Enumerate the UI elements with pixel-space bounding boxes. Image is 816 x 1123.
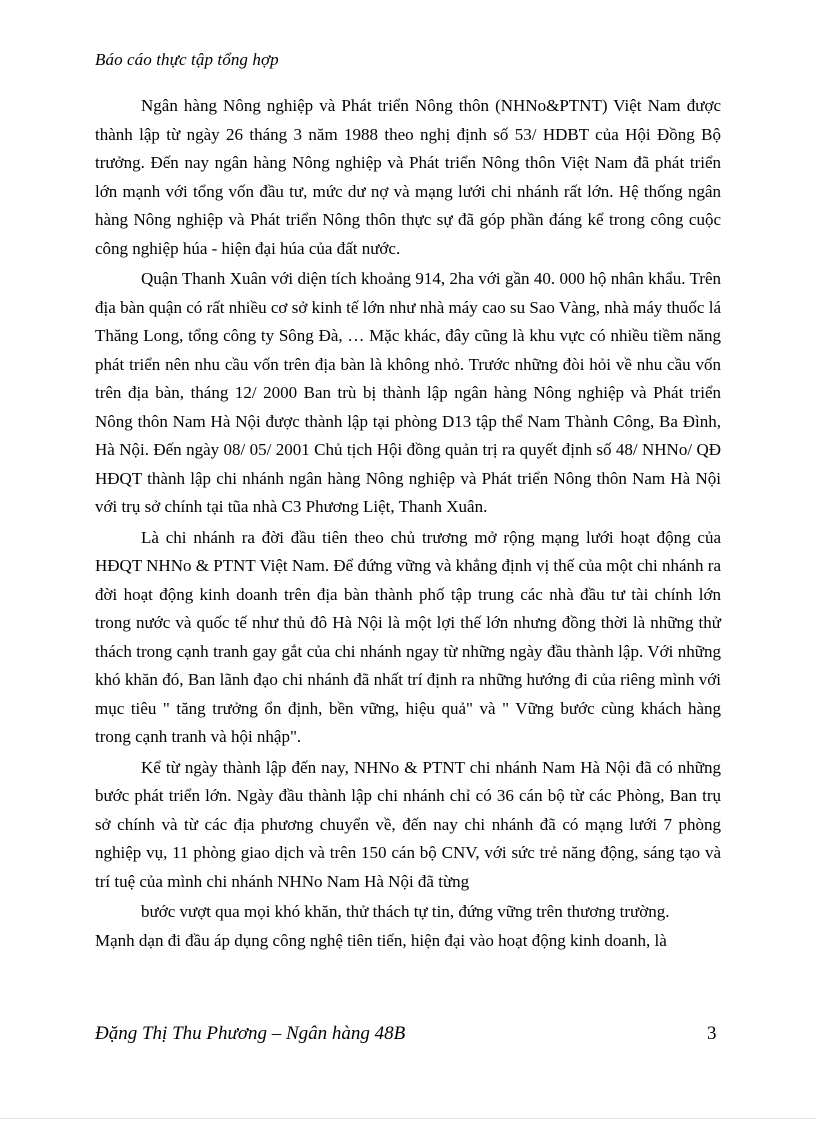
paragraph-nhno-history: Ngân hàng Nông nghiệp và Phát triển Nông thôn (NHNo&PTNT) Việt Nam được thành lập từ ngày 26 tháng 3 năm 1988 theo nghị định số 53/ HDBT của Hội Đồng Bộ trưởng. Đến nay ngân hàng Nông nghiệp và Phát triển Nông thôn Việt Nam đã phát triển lớn mạnh với tổng vốn đầu tư, mức dư nợ và mạng lưới chi nhánh rất lớn. Hệ thống ngân hàng Nông nghiệp và Phát triển Nông thôn thực sự đã góp phần đáng kể trong công cuộc công nghiệp húa - hiện đại húa của đất nước. bbox=[95, 96, 721, 258]
page-number: 3 bbox=[707, 1023, 717, 1044]
page-header-title: Báo cáo thực tập tổng hợp bbox=[95, 50, 279, 69]
page-bottom-divider bbox=[0, 1118, 816, 1119]
footer-author: Đặng Thị Thu Phương – Ngân hàng 48B bbox=[95, 1023, 406, 1044]
paragraph-thanh-xuan: Quận Thanh Xuân với diện tích khoảng 914, 2ha với gần 40. 000 hộ nhân khẩu. Trên địa bàn quận có rất nhiều cơ sở kinh tế lớn như nhà máy cao su Sao Vàng, nhà máy thuốc lá Thăng Long, tổng công ty Sông Đà, … Mặc khác, đây cũng là khu vực có nhiều tiềm năng phát triển nên nhu cầu vốn trên địa bàn là không nhỏ. Trước những đòi hỏi về nhu cầu vốn trên địa bàn, tháng 12/ 2000 Ban trù bị thành lập ngân hàng Nông nghiệp và Phát triển Nông thôn Nam Hà Nội được thành lập tại phòng D13 tập thể Nam Thành Công, Ba Đình, Hà Nội. Đến ngày 08/ 05/ 2001 Chủ tịch Hội đồng quản trị ra quyết định số 48/ NHNo/ QĐ HĐQT thành lập chi nhánh ngân hàng Nông nghiệp và Phát triển Nông thôn Nam Hà Nội với trụ sở chính tại tũa nhà C3 Phương Liệt, Thanh Xuân. bbox=[95, 269, 721, 516]
paragraph-development: Kể từ ngày thành lập đến nay, NHNo & PTNT chi nhánh Nam Hà Nội đã có những bước phát triển lớn. Ngày đầu thành lập chi nhánh chỉ có 36 cán bộ từ các Phòng, Ban trụ sở chính và từ các địa phương chuyển về, đến nay chi nhánh đã có mạng lưới 7 phòng nghiệp vụ, 11 phòng giao dịch và trên 150 cán bộ CNV, với sức trẻ năng động, sáng tạo và trí tuệ của mình chi nhánh NHNo Nam Hà Nội đã từng bbox=[95, 757, 721, 891]
document-body bbox=[95, 92, 721, 957]
paragraph-continuation: bước vượt qua mọi khó khăn, thử thách tự tin, đứng vững trên thương trường. bbox=[141, 902, 670, 921]
paragraph-technology: Mạnh dạn đi đầu áp dụng công nghệ tiên tiến, hiện đại vào hoạt động kinh doanh, là bbox=[95, 930, 667, 950]
paragraph-first-branch: Là chi nhánh ra đời đầu tiên theo chủ trương mở rộng mạng lưới hoạt động của HĐQT NHNo & PTNT Việt Nam. Để đứng vững và khẳng định vị thế của một chi nhánh ra đời hoạt động kinh doanh trên địa bàn thành phố tập trung các nhà đầu tư tài chính lớn trong nước và quốc tế như thủ đô Hà Nội là một lợi thế lớn nhưng đồng thời là những thử thách trong cạnh tranh gay gắt của chi nhánh ngay từ những ngày đầu thành lập. Với những khó khăn đó, Ban lãnh đạo chi nhánh đã nhất trí định ra những hướng đi của riêng mình với mục tiêu " tăng trưởng ổn định, bền vững, hiệu quả" và " Vững bước cùng khách hàng trong cạnh tranh và hội nhập". bbox=[95, 527, 722, 746]
